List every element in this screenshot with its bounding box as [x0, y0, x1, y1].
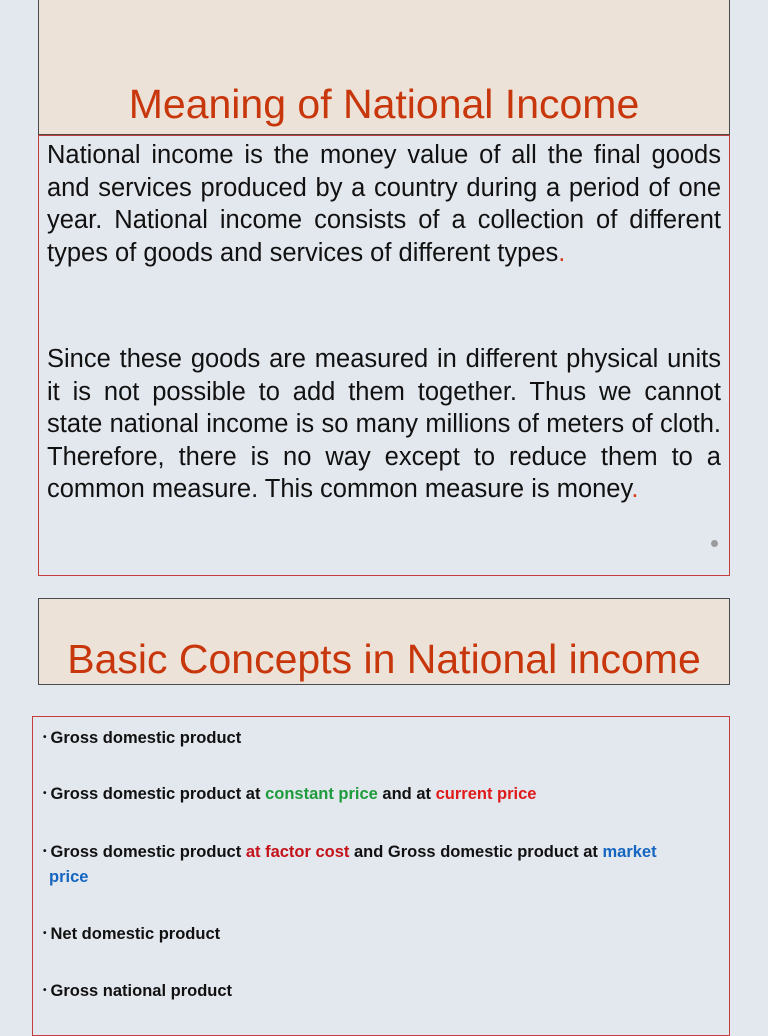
list-item — [43, 978, 723, 1004]
highlight-text: constant price — [265, 785, 378, 803]
paragraph — [47, 343, 721, 506]
item-text: Gross domestic product — [50, 729, 242, 747]
highlight-text: current price — [435, 785, 537, 803]
bullet-icon: • — [43, 732, 47, 743]
highlight-text: market — [602, 843, 657, 861]
highlight-text: at factor cost — [245, 843, 350, 861]
section-title-box — [38, 598, 730, 685]
item-text: and at — [377, 785, 436, 803]
section-title: Basic Concepts in National income — [67, 636, 701, 682]
item-text: and Gross domestic product at — [349, 843, 603, 861]
concepts-list — [32, 716, 730, 1036]
content-box — [38, 135, 730, 576]
paragraph — [47, 139, 721, 269]
slide-title: Meaning of National Income — [128, 81, 640, 127]
paragraph-text: National income is the money value of all the final goods and services produced by a country during a period of one year. National income consists of a collection of different types of goods and services of different types — [47, 141, 721, 267]
bullet-icon: • — [43, 985, 47, 996]
item-text: Gross national product — [50, 982, 233, 1000]
paragraph-period: . — [631, 475, 639, 503]
decorative-dot — [711, 540, 718, 547]
list-item — [43, 921, 723, 947]
item-text: Gross domestic product at — [50, 785, 266, 803]
paragraph-period: . — [558, 238, 566, 267]
slide-title-box — [38, 0, 730, 135]
bullet-icon: • — [43, 788, 47, 799]
item-text: Gross domestic product — [50, 843, 246, 861]
bullet-icon: • — [43, 846, 47, 857]
highlight-text: price — [49, 868, 89, 886]
item-text: Net domestic product — [50, 925, 221, 943]
list-item — [43, 725, 723, 751]
bullet-icon: • — [43, 928, 47, 939]
list-item — [43, 781, 723, 807]
paragraph-text: Since these goods are measured in different physical units it is not possible to add them together. Thus we cannot state national income is so many millions of meters of cloth. Therefore, there is no way except to reduce them to a common measure. This common measure is money — [47, 345, 721, 503]
list-item — [43, 839, 723, 890]
